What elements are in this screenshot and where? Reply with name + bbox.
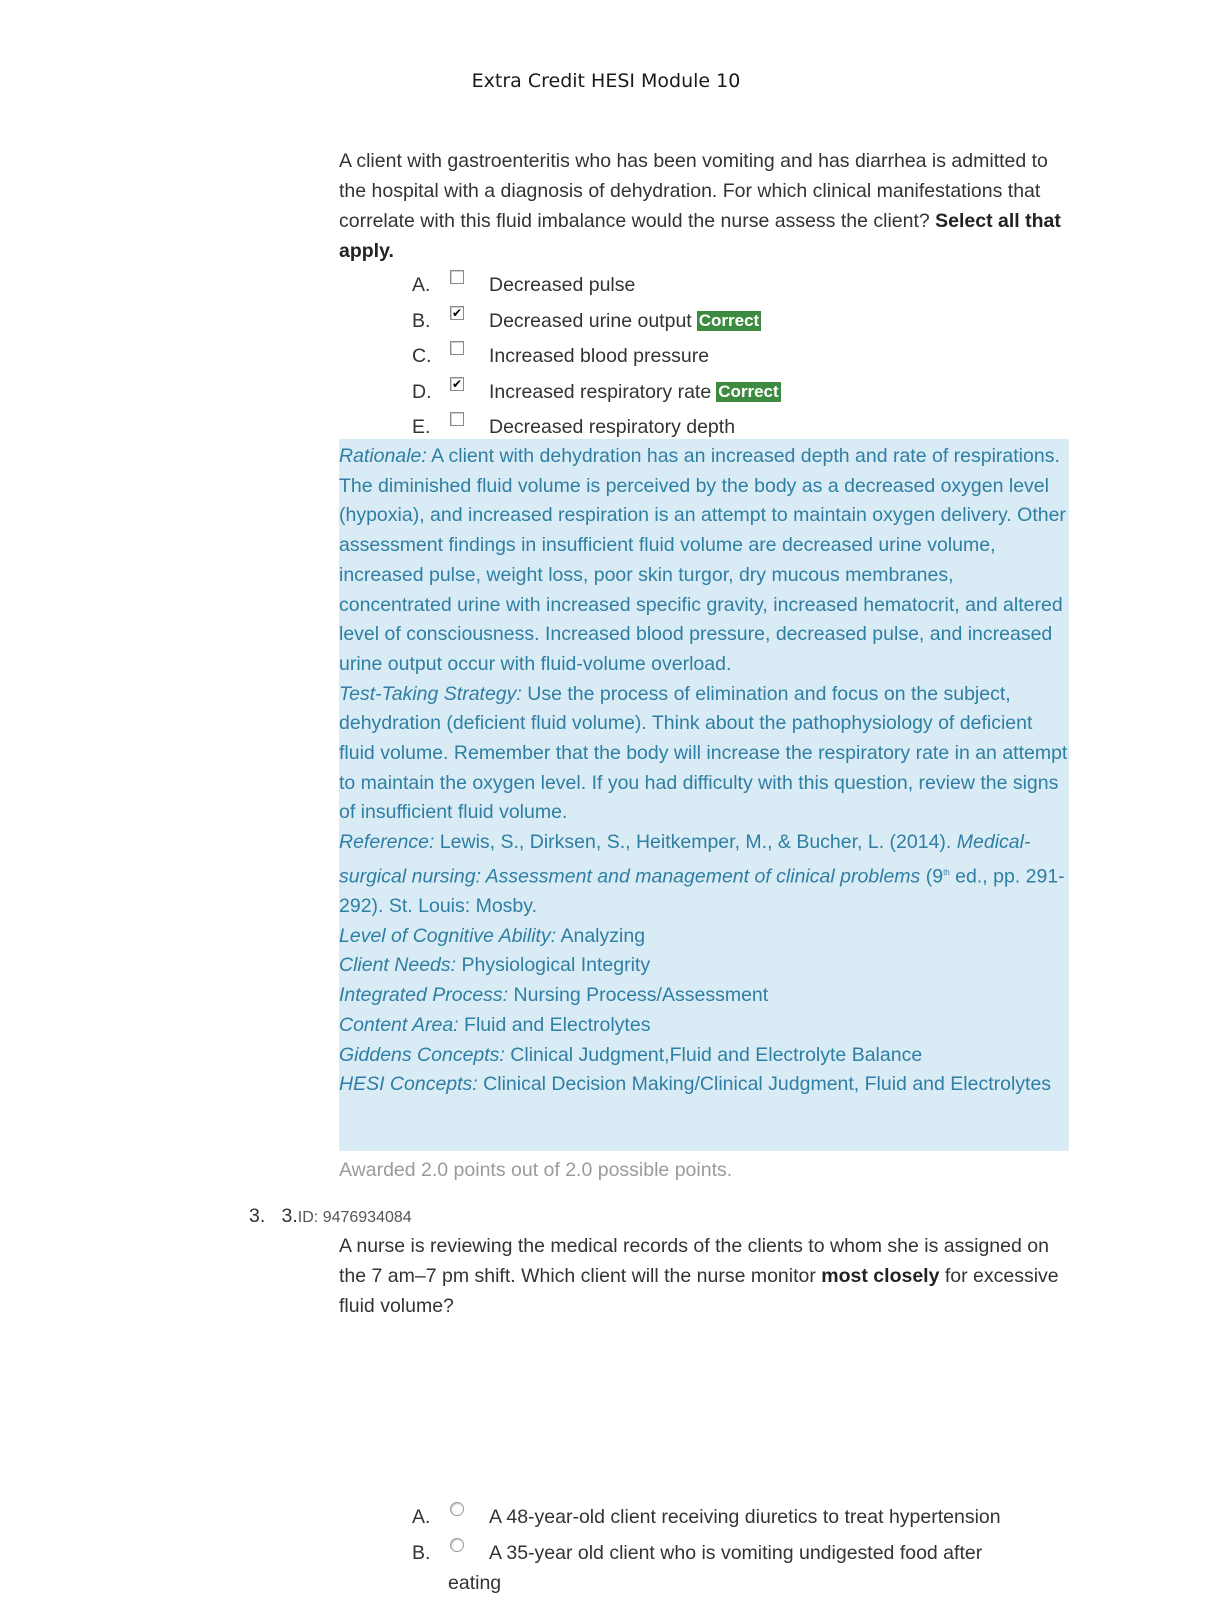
select-all-instruction: Select all that apply. [339, 210, 1061, 262]
option-letter: B. [412, 309, 431, 332]
option-b[interactable] [339, 306, 1069, 342]
option-d[interactable] [339, 377, 1069, 413]
question-3-text: A nurse is reviewing the medical records of the clients to whom she is assigned on the 7 am–7 pm shift. Which client will the nurse monitor most closely for excessive fluid volume? [339, 1235, 1059, 1317]
question-3-options [339, 1502, 1069, 1604]
option-label: A 35-year old client who is vomiting undigested food after [489, 1541, 983, 1564]
option-label: Increased respiratory rate [489, 380, 712, 403]
question-id: ID: 9476934084 [297, 1209, 412, 1226]
option-letter: C. [412, 345, 432, 368]
awarded-points: Awarded 2.0 points out of 2.0 possible points. [339, 1159, 733, 1181]
strategy-paragraph: Test-Taking Strategy: Use the process of elimination and focus on the subject, dehydration (deficient fluid volume). Think about the pathophysiology of deficient fluid volume. Remember that the body will increase the respiratory rate in an attempt to maintain the oxygen level. If you had difficulty with this question, review the signs of insufficient fluid volume. [339, 682, 1068, 824]
option-label: Decreased respiratory depth [489, 416, 736, 439]
option-letter: D. [412, 380, 432, 403]
radio-a[interactable] [450, 1502, 464, 1516]
option-label: Decreased urine output [489, 309, 692, 332]
correct-badge: Correct [718, 381, 779, 401]
rationale-paragraph: Rationale: A client with dehydration has an increased depth and rate of respirations. The diminished fluid volume is perceived by the body as a decreased oxygen level (hypoxia), and increased respiration is an attempt to maintain oxygen delivery. Other assessment findings in insufficient fluid volume are decreased urine volume, increased pulse, weight loss, poor skin turgor, dry mucous membranes, concentrated urine with increased specific gravity, increased hematocrit, and altered level of consciousness. Increased blood pressure, decreased pulse, and increased urine output occur with fluid-volume overload. [339, 445, 1066, 675]
option-b[interactable] [339, 1538, 1069, 1604]
option-letter: B. [412, 1541, 431, 1564]
question-2-options [339, 270, 1069, 448]
meta-hesi-concepts: HESI Concepts: Clinical Decision Making/Clinical Judgment, Fluid and Electrolytes [339, 1073, 1052, 1096]
option-label: Increased blood pressure [489, 345, 710, 368]
option-letter: E. [412, 416, 431, 439]
document-title: Extra Credit HESI Module 10 [471, 70, 741, 92]
reference-paragraph: Reference: Lewis, S., Dirksen, S., Heitkemper, M., & Bucher, L. (2014). Medical-surgical nursing: Assessment and management of clinical problems (9th ed., pp. 291-292). St. Louis: Mosby. [339, 831, 1065, 918]
option-letter: A. [412, 274, 431, 296]
option-letter: A. [412, 1505, 431, 1528]
checkbox-a[interactable] [450, 270, 464, 284]
checkbox-c[interactable] [450, 341, 464, 355]
meta-cognitive-level: Level of Cognitive Ability: Analyzing [339, 924, 646, 947]
question-3 [339, 1231, 1069, 1321]
meta-integrated-process: Integrated Process: Nursing Process/Assessment [339, 984, 769, 1007]
radio-b[interactable] [450, 1538, 464, 1552]
meta-content-area: Content Area: Fluid and Electrolytes [339, 1013, 651, 1036]
meta-giddens-concepts: Giddens Concepts: Clinical Judgment,Fluid and Electrolyte Balance [339, 1043, 923, 1066]
meta-client-needs: Client Needs: Physiological Integrity [339, 954, 651, 977]
option-label: Decreased pulse [489, 274, 636, 296]
rationale-panel [339, 439, 1069, 1151]
option-a[interactable] [339, 270, 1069, 306]
question-2 [339, 146, 1069, 266]
option-c[interactable] [339, 341, 1069, 377]
question-number: 3. [281, 1205, 298, 1227]
list-number: 3. [249, 1205, 266, 1227]
question-2-text: A client with gastroenteritis who has been vomiting and has diarrhea is admitted to the hospital with a diagnosis of dehydration. For which clinical manifestations that correlate with this fluid imbalance would the nurse assess the client? Select all that apply. [339, 150, 1061, 262]
checkbox-b-checked[interactable]: ✔ [451, 305, 463, 320]
emphasis-most-closely: most closely [821, 1265, 940, 1287]
option-a[interactable] [339, 1502, 1069, 1538]
question-3-header [249, 1201, 412, 1233]
option-label: A 48-year-old client receiving diuretics to treat hypertension [489, 1505, 1001, 1528]
option-label-continued: eating [448, 1571, 502, 1594]
checkbox-e[interactable] [450, 412, 464, 426]
checkbox-d-checked[interactable]: ✔ [451, 376, 463, 391]
correct-badge: Correct [698, 310, 760, 330]
